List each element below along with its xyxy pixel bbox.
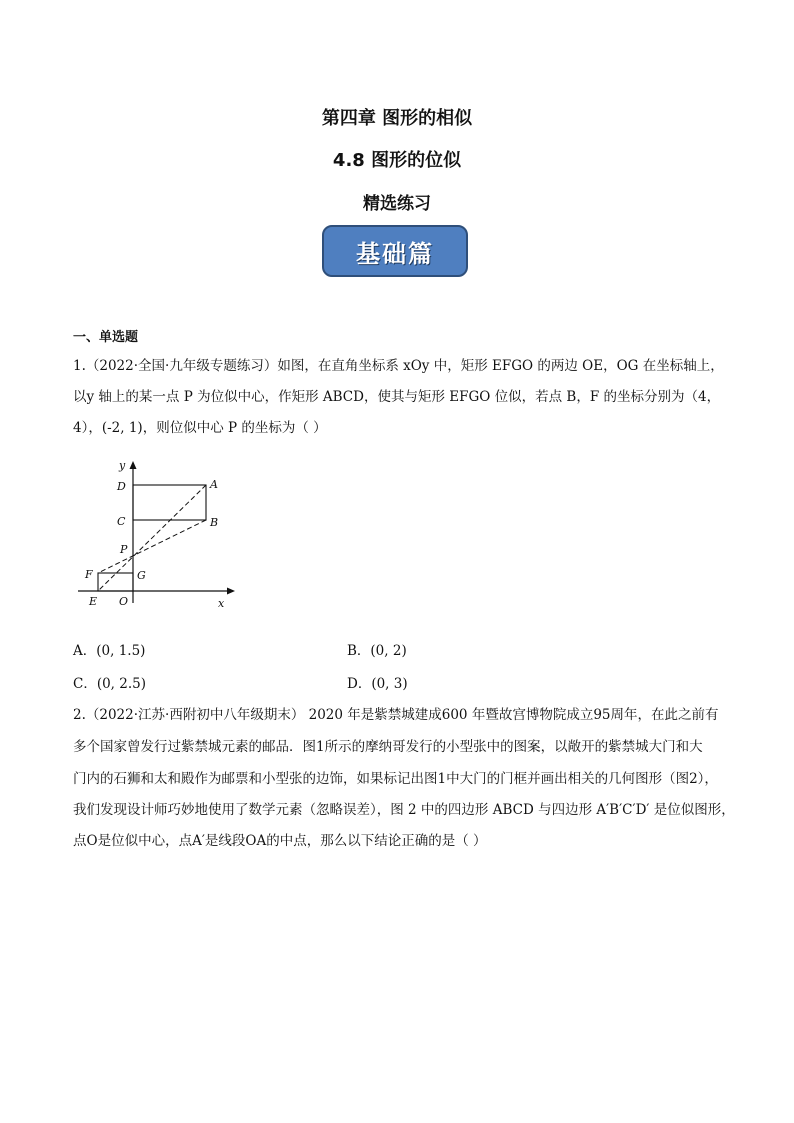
coordinate-figure — [70, 455, 250, 615]
option-c[interactable]: C．(0, 2.5) — [73, 676, 147, 692]
y-axis-arrow — [130, 461, 137, 469]
option-b[interactable]: B．(0, 2) — [347, 643, 407, 659]
question-2-text: 我们发现设计师巧妙地使用了数学元素（忽略误差），图 2 中的四边形 ABCD 与四边形 A′B′C′D′ 是位似图形， — [73, 802, 735, 818]
question-2-text: 2.（2022·江苏·西附初中八年级期末） 2020 年是紫禁城建成600 年暨故宫博物院成立95周年，在此之前有 — [73, 707, 719, 723]
question-2-text: 门内的石狮和太和殿作为邮票和小型张的边饰，如果标记出图1中大门的门框并画出相关的几何图形（图2）， — [73, 771, 718, 787]
question-type-heading: 一、单选题 — [73, 330, 139, 345]
question-1-text: 4），(-2, 1)，则位似中心 P 的坐标为（ ） — [73, 420, 327, 436]
label-y: y — [119, 459, 126, 472]
label-f: F — [85, 568, 93, 581]
label-c: C — [117, 515, 126, 528]
dashed-line-ae — [98, 485, 206, 591]
chapter-title: 第四章 图形的相似 — [321, 108, 473, 129]
question-1-text: 以y 轴上的某一点 P 为位似中心，作矩形 ABCD，使其与矩形 EFGO 位似，若点 B，F 的坐标分别为（4， — [73, 389, 721, 405]
level-badge: 基础篇 — [322, 225, 468, 277]
rectangle-abcd — [133, 485, 206, 520]
label-x: x — [218, 597, 225, 610]
rectangle-efgo — [98, 573, 133, 591]
label-o: O — [119, 595, 129, 608]
subtitle: 精选练习 — [363, 194, 431, 214]
x-axis-arrow — [227, 588, 235, 595]
section-title: 4.8 图形的位似 — [332, 150, 462, 171]
option-a[interactable]: A．(0, 1.5) — [73, 643, 146, 659]
dashed-line-bf — [98, 520, 206, 573]
question-2-text: 点O是位似中心，点A′是线段OA的中点，那么以下结论正确的是（ ） — [73, 833, 487, 849]
label-a: A — [210, 478, 218, 491]
question-1-text: 1.（2022·全国·九年级专题练习）如图，在直角坐标系 xOy 中，矩形 EFGO 的两边 OE，OG 在坐标轴上， — [73, 358, 724, 374]
label-b: B — [210, 516, 219, 529]
question-2-text: 多个国家曾发行过紫禁城元素的邮品．图1所示的摩纳哥发行的小型张中的图案，以敞开的紫禁城大门和大 — [73, 739, 703, 755]
label-e: E — [89, 595, 98, 608]
label-p: P — [120, 543, 128, 556]
label-d: D — [117, 480, 126, 493]
option-d[interactable]: D．(0, 3) — [347, 676, 408, 692]
label-g: G — [137, 569, 146, 582]
